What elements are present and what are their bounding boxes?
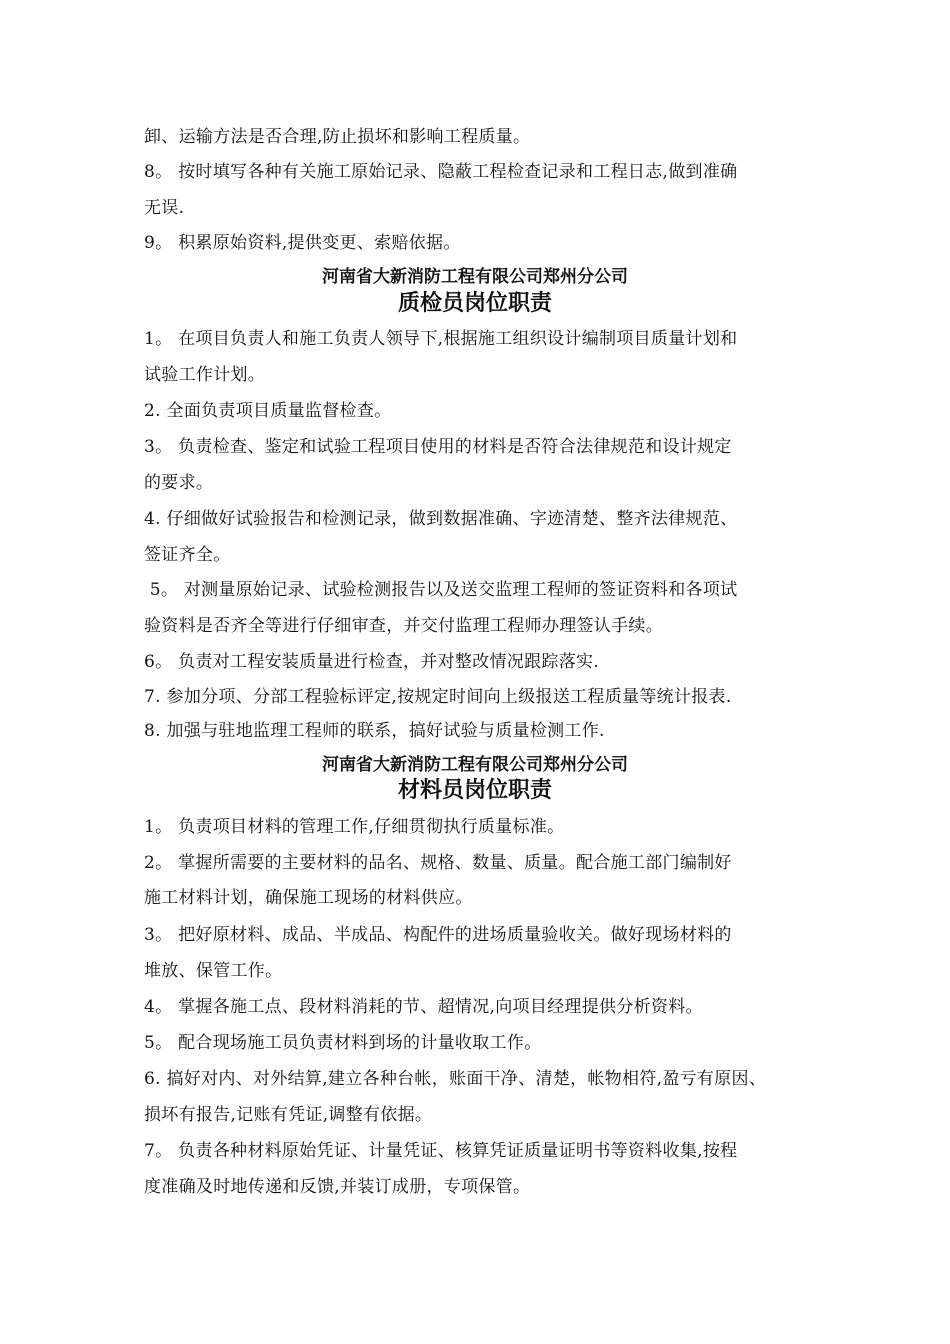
paragraph-line: 4。 掌握各施工点、段材料消耗的节、超情况,向项目经理提供分析资料。 bbox=[144, 997, 703, 1017]
paragraph-line: 签证齐全。 bbox=[144, 545, 231, 565]
paragraph-line: 的要求。 bbox=[144, 473, 214, 493]
paragraph-line: 试验工作计划。 bbox=[144, 365, 266, 385]
paragraph-line: 卸、运输方法是否合理,防止损坏和影响工程质量。 bbox=[144, 127, 531, 147]
paragraph-line: 堆放、保管工作。 bbox=[144, 961, 283, 981]
paragraph-line: 1。 在项目负责人和施工负责人领导下,根据施工组织设计编制项目质量计划和 bbox=[144, 329, 738, 349]
paragraph-line: 3。 把好原材料、成品、半成品、构配件的进场质量验收关。做好现场材料的 bbox=[144, 925, 732, 945]
paragraph-line: 度准确及时地传递和反馈,并装订成册，专项保管。 bbox=[144, 1177, 531, 1197]
company-heading: 河南省大新消防工程有限公司郑州分公司 bbox=[322, 755, 628, 775]
paragraph-line: 施工材料计划，确保施工现场的材料供应。 bbox=[144, 888, 473, 908]
paragraph-line: 8. 加强与驻地监理工程师的联系，搞好试验与质量检测工作. bbox=[144, 721, 605, 741]
paragraph-line: 8。 按时填写各种有关施工原始记录、隐蔽工程检查记录和工程日志,做到准确 bbox=[144, 162, 738, 182]
paragraph-line: 7. 参加分项、分部工程验标评定,按规定时间向上级报送工程质量等统计报表. bbox=[144, 687, 732, 707]
paragraph-line: 7。 负责各种材料原始凭证、计量凭证、核算凭证质量证明书等资料收集,按程 bbox=[144, 1141, 738, 1161]
paragraph-line: 验资料是否齐全等进行仔细审查，并交付监理工程师办理签认手续。 bbox=[144, 616, 663, 636]
section-title: 质检员岗位职责 bbox=[397, 291, 552, 316]
paragraph-line: 5。 配合现场施工员负责材料到场的计量收取工作。 bbox=[144, 1033, 542, 1053]
paragraph-line: 无误. bbox=[144, 198, 185, 218]
paragraph-line: 9。 积累原始资料,提供变更、索赔依据。 bbox=[144, 233, 461, 253]
paragraph-line: 3。 负责检查、鉴定和试验工程项目使用的材料是否符合法律规范和设计规定 bbox=[144, 437, 732, 457]
paragraph-line: 6。 负责对工程安装质量进行检查，并对整改情况跟踪落实. bbox=[144, 652, 600, 672]
paragraph-line: 5。 对测量原始记录、试验检测报告以及送交监理工程师的签证资料和各项试 bbox=[144, 580, 738, 600]
section-title: 材料员岗位职责 bbox=[397, 778, 552, 803]
paragraph-line: 2。 掌握所需要的主要材料的品名、规格、数量、质量。配合施工部门编制好 bbox=[144, 853, 732, 873]
paragraph-line: 4. 仔细做好试验报告和检测记录，做到数据准确、字迹清楚、整齐法律规范、 bbox=[144, 509, 738, 529]
paragraph-line: 1。 负责项目材料的管理工作,仔细贯彻执行质量标准。 bbox=[144, 817, 565, 837]
paragraph-line: 6. 搞好对内、对外结算,建立各种台帐，账面干净、清楚，帐物相符,盈亏有原因、 bbox=[144, 1069, 767, 1089]
paragraph-line: 损坏有报告,记账有凭证,调整有依据。 bbox=[144, 1105, 433, 1125]
paragraph-line: 2. 全面负责项目质量监督检查。 bbox=[144, 401, 392, 421]
company-heading: 河南省大新消防工程有限公司郑州分公司 bbox=[322, 267, 628, 287]
